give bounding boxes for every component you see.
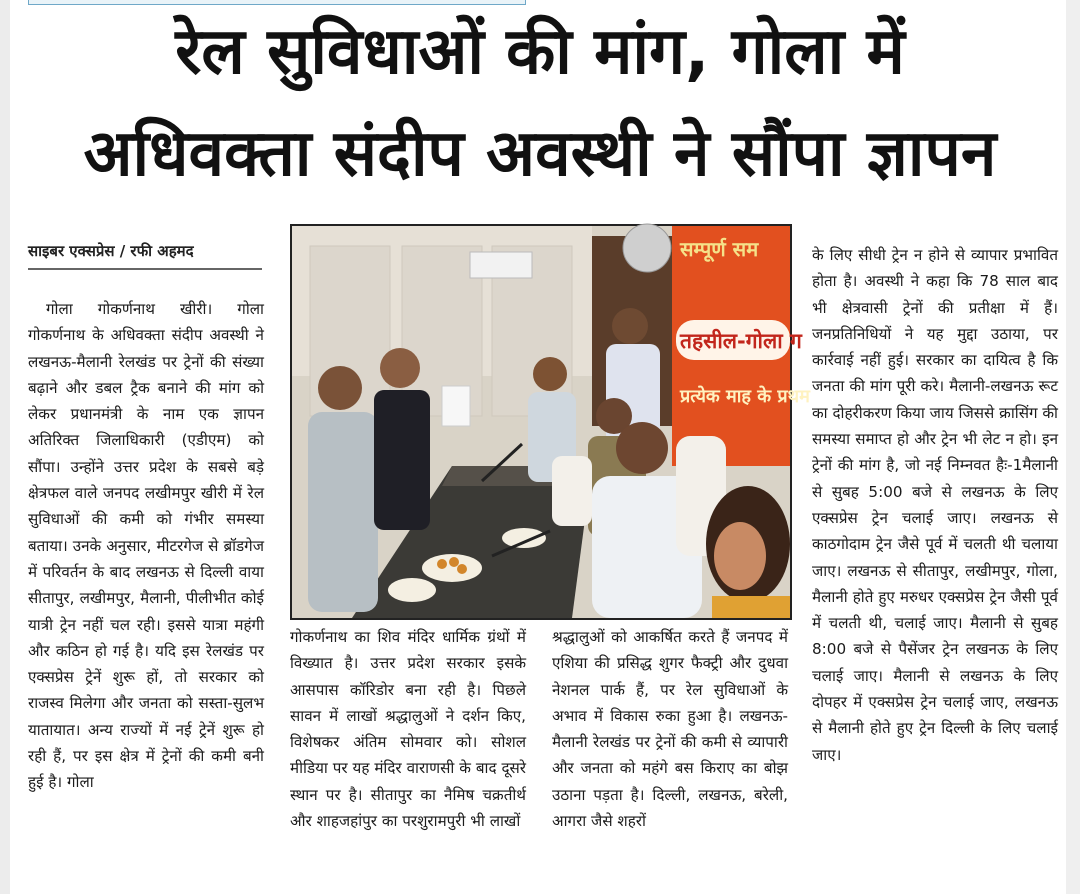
banner-bottom-text: प्रत्येक माह के प्रथम xyxy=(680,386,810,407)
meeting-photo-illustration xyxy=(292,226,810,618)
article-column-4 xyxy=(812,242,1058,884)
headline-line-2: अधिवक्ता संदीप अवस्थी ने सौंपा ज्ञापन xyxy=(83,117,997,191)
article-text-col1: गोला गोकर्णनाथ खीरी। गोला गोकर्णनाथ के अधिवक्ता संदीप अवस्थी ने लखनऊ-मैलानी रेलखंड पर ट्रेनों की संख्या बढ़ाने और डबल ट्रैक बनाने की मांग को लेकर प्रधानमंत्री के नाम एक ज्ञापन अतिरिक्त जिलाधिकारी (एडीएम) को सौंपा। उन्होंने उत्तर प्रदेश के सबसे बड़े क्षेत्रफल वाले जनपद लखीमपुर खीरी में रेल सुविधाओं की कमी को गंभीर समस्या बताया। उनके अनुसार, मीटरगेज से ब्रॉडगेज में परिवर्तन के बाद लखनऊ से दिल्ली वाया सीतापुर, लखीमपुर, मैलानी, पीलीभीत कोई यात्री ट्रेन नहीं चल रही। इससे यात्रा महंगी और कठिन हो गई है। यदि इस रेलखंड पर एक्सप्रेस ट्रेनें शुरू हों, तो सरकार को राजस्व मिलेगा और जनता को सस्ता-सुलभ यातायात। अन्य राज्यों में नई ट्रेनें शुरू हो रही हैं, पर इस क्षेत्र में ट्रेनों की कमी बनी हुई है। गोला xyxy=(28,300,264,792)
article-text-col3: श्रद्धालुओं को आकर्षित करते हैं जनपद में एशिया की प्रसिद्ध शुगर फैक्ट्री और दुधवा नेशनल पार्क हैं, पर रेल सुविधाओं के अभाव में विकास रुका हुआ है। लखनऊ-मैलानी रेलखंड पर ट्रेनों की कमी से व्यापारी और जनता को महंगे बस किराए का बोझ उठाना पड़ता है। दिल्ली, लखनऊ, बरेली, आगरा जैसे शहरों xyxy=(552,628,788,831)
article-column-3 xyxy=(552,624,788,886)
article-text-col4: के लिए सीधी ट्रेन न होने से व्यापार प्रभावित होता है। अवस्थी ने कहा कि 78 साल बाद भी क्षेत्रवासी ट्रेनों की प्रतीक्षा में हैं। जनप्रतिनिधियों ने यह मुद्दा उठाया, पर कार्रवाई नहीं हुई। सरकार का दायित्व है कि जनता की मांग पूरी करे। मैलानी-लखनऊ रूट का दोहरीकरण किया जाय जिससे क्रासिंग की समस्या समाप्त हो और ट्रेन भी लेट न हो। इन ट्रेनों की मांग है, जो नई निम्नवत हैः-1मैलानी से सुबह 5:00 बजे से लखनऊ के लिए एक्सप्रेस ट्रेन चलाई जाए। लखनऊ से काठगोदाम ट्रेन जैसे पूर्व में चलती थी चलाया जाए। लखनऊ से सीतापुर, लखीमपुर, गोला, मैलानी होते हुए मरुधर एक्सप्रेस ट्रेन जैसी पूर्व में चलती थी, चलाई जाए। मैलानी से सुबह 8:00 बजे से पैसेंजर ट्रेन लखनऊ के लिए चलाई जाए। मैलानी से लखनऊ के लिए दोपहर में एक्सप्रेस ट्रेन चलाई जाए, लखनऊ से मैलानी होते हुए ट्रेन दिल्ली के लिए चलाई जाए। xyxy=(812,246,1058,764)
article-text-col2: गोकर्णनाथ का शिव मंदिर धार्मिक ग्रंथों में विख्यात है। उत्तर प्रदेश सरकार इसके आसपास कॉरिडोर बना रही है। पिछले सावन में लाखों श्रद्धालुओं ने दर्शन किए, विशेषकर अंतिम सोमवार को। सोशल मीडिया पर यह मंदिर वाराणसी के बाद दूसरे स्थान पर है। सीतापुर का नैमिष चक्रतीर्थ और शाहजहांपुर का परशुरामपुरी भी लाखों xyxy=(290,628,526,831)
previous-article-border xyxy=(28,0,526,5)
banner-top-text: सम्पूर्ण सम xyxy=(680,237,759,261)
page-left-edge xyxy=(0,0,10,894)
article-column-1 xyxy=(28,296,264,882)
page-right-edge xyxy=(1066,0,1080,894)
article-column-2 xyxy=(290,624,526,886)
byline: साइबर एक्सप्रेस / रफी अहमद xyxy=(28,238,262,270)
headline-line-1: रेल सुविधाओं की मांग, गोला में xyxy=(175,15,905,89)
banner-main-text: तहसील-गोला ग xyxy=(680,329,802,353)
news-photo xyxy=(290,224,810,620)
